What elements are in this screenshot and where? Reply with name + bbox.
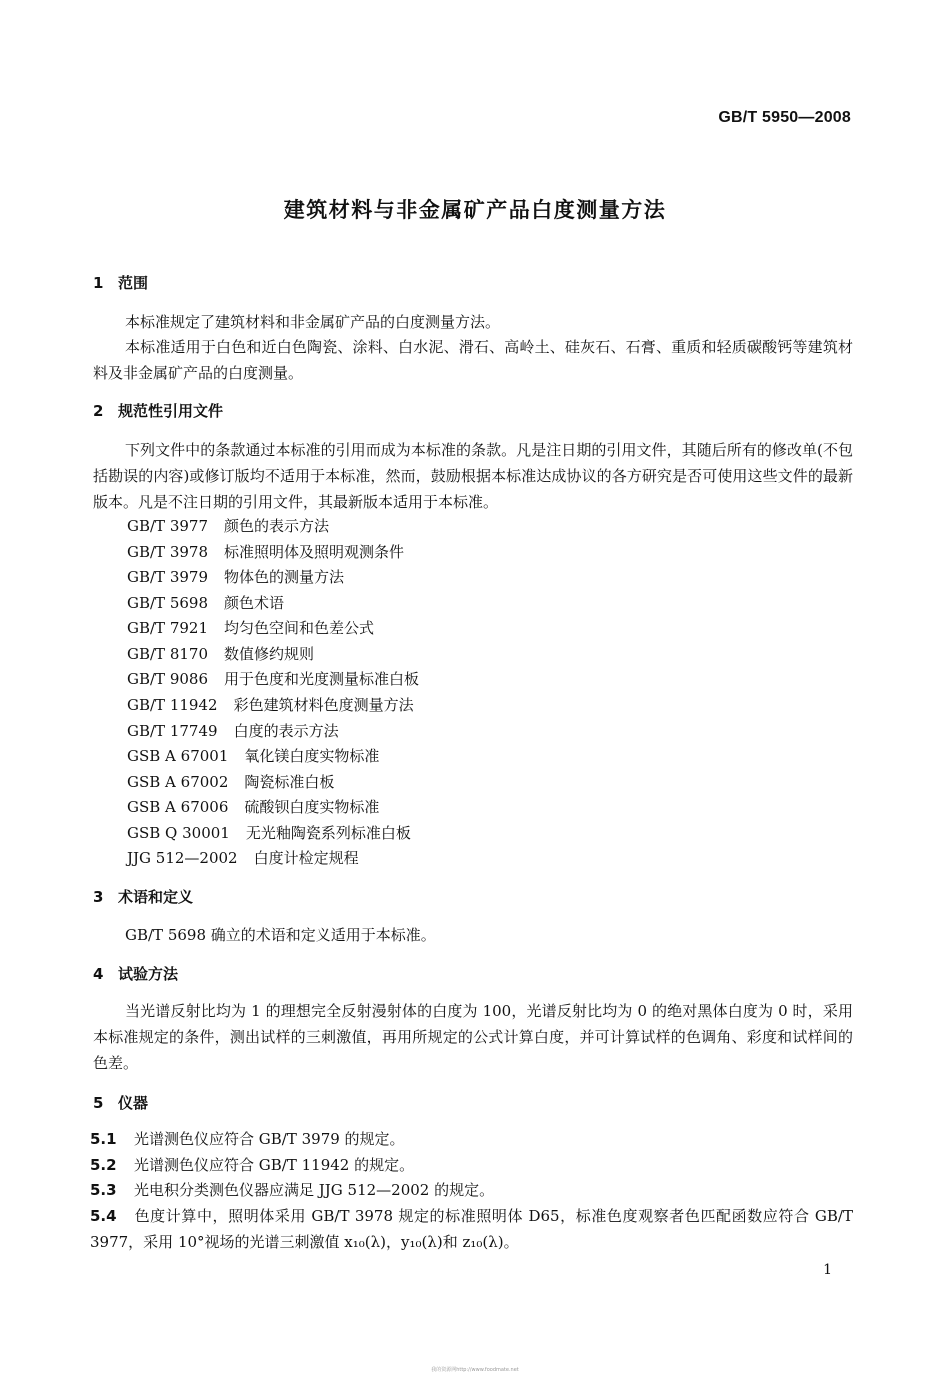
reference-item bbox=[127, 566, 344, 587]
clause-item bbox=[90, 1152, 853, 1178]
reference-item bbox=[127, 720, 339, 741]
reference-code: GB/T 17749 bbox=[127, 722, 218, 740]
clause-item bbox=[90, 1177, 853, 1203]
reference-item bbox=[127, 617, 374, 638]
section-number: 3 bbox=[93, 888, 104, 906]
page-number: 1 bbox=[823, 1262, 832, 1278]
reference-name: 标准照明体及照明观测条件 bbox=[224, 543, 405, 561]
reference-name: 硫酸钡白度实物标准 bbox=[244, 798, 380, 816]
reference-code: GB/T 5698 bbox=[127, 594, 209, 612]
reference-item bbox=[127, 592, 284, 613]
section-title: 范围 bbox=[118, 274, 149, 292]
clause-item bbox=[90, 1203, 853, 1255]
clause-text: 光谱测色仪应符合 GB/T 3979 的规定。 bbox=[134, 1130, 405, 1148]
footer-watermark: 我的资源网http://www.foodmate.net bbox=[431, 1367, 519, 1373]
reference-item bbox=[127, 643, 314, 664]
reference-name: 用于色度和光度测量标准白板 bbox=[224, 670, 420, 688]
document-title: 建筑材料与非金属矿产品白度测量方法 bbox=[283, 198, 667, 222]
clause-text: 光谱测色仪应符合 GB/T 11942 的规定。 bbox=[134, 1156, 415, 1174]
reference-code: GB/T 7921 bbox=[127, 619, 209, 637]
reference-name: 颜色术语 bbox=[224, 594, 285, 612]
reference-code: GB/T 3977 bbox=[127, 517, 209, 535]
reference-name: 氧化镁白度实物标准 bbox=[244, 747, 380, 765]
section-title: 规范性引用文件 bbox=[118, 402, 224, 420]
reference-name: 物体色的测量方法 bbox=[224, 568, 345, 586]
section-3-heading bbox=[93, 886, 193, 907]
reference-name: 无光釉陶瓷系列标准白板 bbox=[245, 824, 411, 842]
clause-text: 光电积分类测色仪器应满足 JJG 512—2002 的规定。 bbox=[134, 1181, 495, 1199]
reference-code: GB/T 9086 bbox=[127, 670, 209, 688]
section-1-para-1: 本标准规定了建筑材料和非金属矿产品的白度测量方法。 bbox=[125, 313, 501, 331]
reference-item bbox=[127, 694, 414, 715]
reference-name: 颜色的表示方法 bbox=[224, 517, 330, 535]
reference-code: GSB A 67006 bbox=[127, 798, 229, 816]
section-2-para-1: 下列文件中的条款通过本标准的引用而成为本标准的条款。凡是注日期的引用文件，其随后所有的修改单(不包括勘误的内容)或修订版均不适用于本标准，然而，鼓励根据本标准达成协议的各方研究是否可使用这些文件的最新版本。凡是不注日期的引用文件，其最新版本适用于本标准。 bbox=[93, 441, 853, 511]
section-2-heading bbox=[93, 400, 223, 421]
reference-item bbox=[127, 541, 404, 562]
reference-item bbox=[127, 745, 379, 766]
reference-item bbox=[127, 515, 329, 536]
reference-code: GSB Q 30001 bbox=[127, 824, 230, 842]
reference-item bbox=[127, 668, 419, 689]
section-number: 4 bbox=[93, 965, 104, 983]
section-title: 试验方法 bbox=[118, 965, 179, 983]
clause-number: 5.4 bbox=[90, 1207, 117, 1225]
reference-item bbox=[127, 822, 411, 843]
reference-code: GSB A 67002 bbox=[127, 773, 229, 791]
reference-name: 均匀色空间和色差公式 bbox=[224, 619, 375, 637]
reference-name: 彩色建筑材料色度测量方法 bbox=[233, 696, 414, 714]
section-title: 术语和定义 bbox=[118, 888, 194, 906]
section-title: 仪器 bbox=[118, 1094, 149, 1112]
section-number: 1 bbox=[93, 274, 104, 292]
reference-item bbox=[127, 796, 379, 817]
section-4-heading bbox=[93, 963, 178, 984]
section-number: 2 bbox=[93, 402, 104, 420]
clause-text: 色度计算中，照明体采用 GB/T 3978 规定的标准照明体 D65，标准色度观察者色匹配函数应符合 GB/T 3977，采用 10°视场的光谱三刺激值 x₁₀(λ)，y₁₀(λ)和 z₁₀(λ)。 bbox=[90, 1207, 853, 1251]
reference-name: 白度计检定规程 bbox=[253, 849, 359, 867]
reference-item bbox=[127, 847, 359, 868]
section-5-heading bbox=[93, 1092, 148, 1113]
section-1-heading bbox=[93, 272, 148, 293]
reference-code: GB/T 3978 bbox=[127, 543, 209, 561]
reference-code: GB/T 3979 bbox=[127, 568, 209, 586]
clause-number: 5.2 bbox=[90, 1156, 117, 1174]
clause-number: 5.3 bbox=[90, 1181, 117, 1199]
reference-name: 陶瓷标准白板 bbox=[244, 773, 335, 791]
reference-code: GB/T 8170 bbox=[127, 645, 209, 663]
section-3-para-1: GB/T 5698 确立的术语和定义适用于本标准。 bbox=[125, 926, 436, 944]
reference-name: 数值修约规则 bbox=[224, 645, 315, 663]
standard-code: GB/T 5950—2008 bbox=[718, 109, 851, 126]
reference-code: GB/T 11942 bbox=[127, 696, 218, 714]
section-4-para-1: 当光谱反射比均为 1 的理想完全反射漫射体的白度为 100，光谱反射比均为 0 的绝对黑体白度为 0 时，采用本标准规定的条件，测出试样的三刺激值，再用所规定的公式计算白度，并可计算试样的色调角、彩度和试样间的色差。 bbox=[93, 1002, 853, 1072]
reference-code: JJG 512—2002 bbox=[127, 849, 238, 867]
reference-item bbox=[127, 771, 334, 792]
clause-item bbox=[90, 1126, 853, 1152]
section-number: 5 bbox=[93, 1094, 104, 1112]
reference-name: 白度的表示方法 bbox=[233, 722, 339, 740]
reference-code: GSB A 67001 bbox=[127, 747, 229, 765]
section-1-para-2: 本标准适用于白色和近白色陶瓷、涂料、白水泥、滑石、高岭土、硅灰石、石膏、重质和轻质碳酸钙等建筑材料及非金属矿产品的白度测量。 bbox=[93, 338, 853, 382]
clause-number: 5.1 bbox=[90, 1130, 117, 1148]
